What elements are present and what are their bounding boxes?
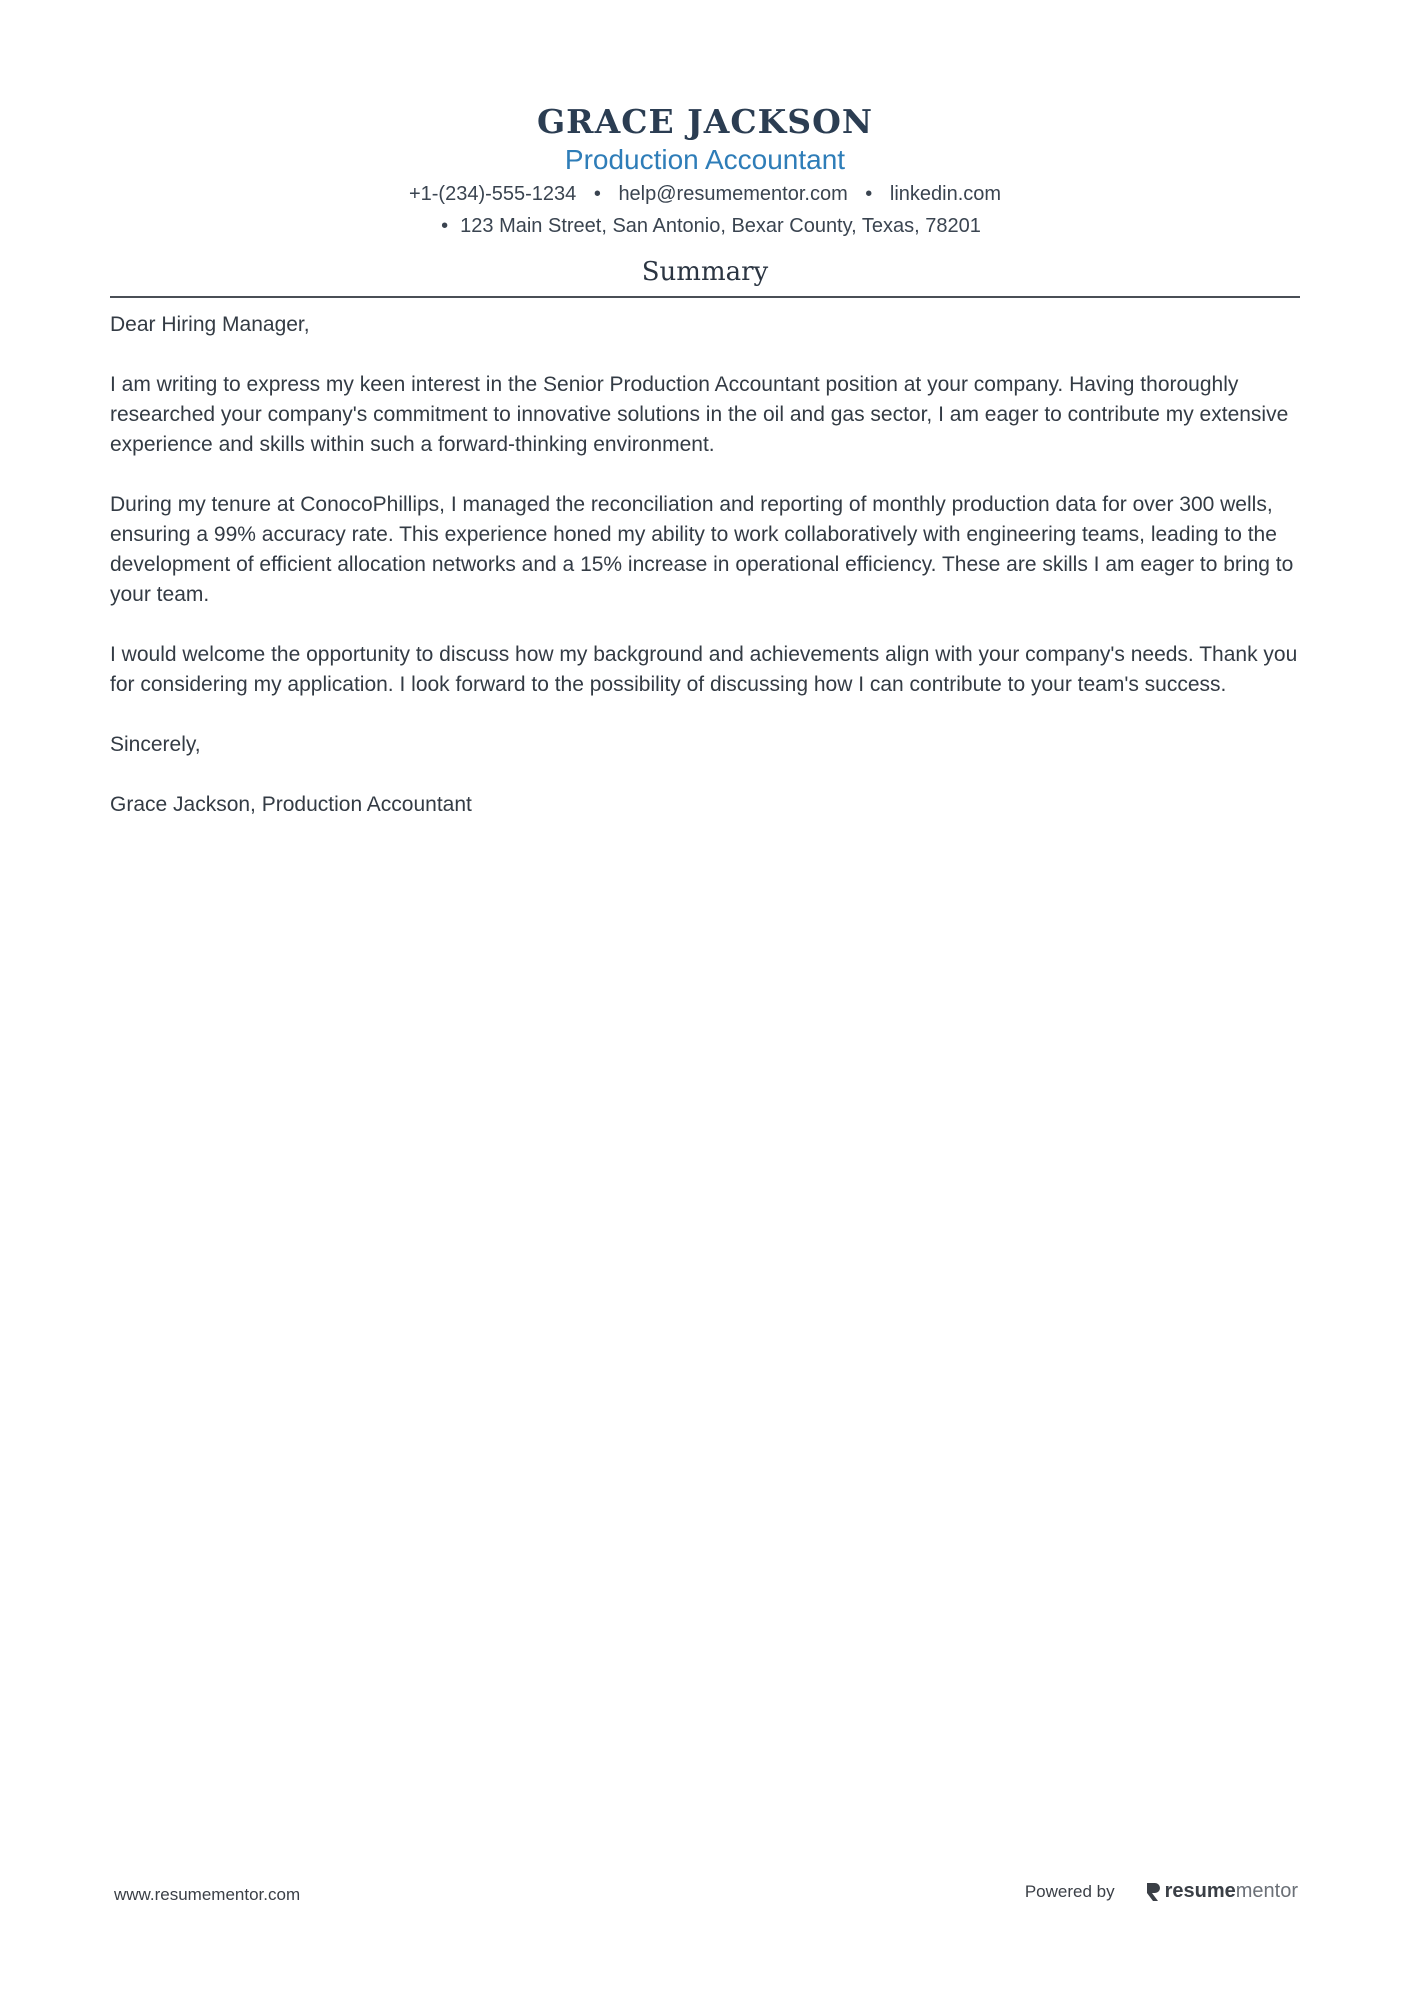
linkedin[interactable]: linkedin.com (889, 183, 1002, 205)
brand-name-accent: mentor (1235, 1880, 1298, 1902)
contact-line-2 (0, 212, 1410, 240)
contact-line-1 (0, 180, 1410, 208)
closing: Sincerely, (110, 733, 201, 756)
candidate-title: Production Accountant (564, 144, 846, 175)
footer-branding (1025, 1880, 1298, 1903)
candidate-name: GRACE JACKSON (536, 102, 874, 141)
paragraph: I am writing to express my keen interest in the Senior Production Accountant position at your company. Having thoroughly researched your company's commitment to innovative solutions in the oil and gas sector, I am eager to contribute my extensive experience and skills within such a forward-thinking environment. (110, 373, 1289, 456)
header (0, 100, 1410, 240)
greeting: Dear Hiring Manager, (110, 313, 310, 336)
section-title: Summary (110, 254, 1300, 298)
email[interactable]: help@resumementor.com (618, 183, 848, 205)
paragraph: During my tenure at ConocoPhillips, I managed the reconciliation and reporting of monthly production data for over 300 wells, ensuring a 99% accuracy rate. This experience honed my ability to work collaboratively with engineering teams, leading to the development of efficient allocation networks and a 15% increase in operational efficiency. These are skills I am eager to bring to your team. (110, 493, 1294, 606)
signature: Grace Jackson, Production Accountant (110, 793, 472, 816)
powered-by-label: Powered by (1024, 1881, 1115, 1901)
address: 123 Main Street, San Antonio, Bexar County, Texas, 78201 (460, 215, 981, 237)
letter-body (110, 310, 1305, 850)
brand-logo[interactable] (1145, 1880, 1298, 1903)
separator: • (865, 183, 873, 205)
separator: • (593, 183, 601, 205)
paragraph: I would welcome the opportunity to discuss how my background and achievements align with your company's needs. Thank you for considering my application. I look forward to the possibility of discussing how I can contribute to your team's success. (110, 643, 1298, 696)
separator: • (441, 215, 449, 237)
brand-name-main: resume (1164, 1880, 1236, 1902)
resumementor-logo-icon (1145, 1882, 1161, 1902)
phone: +1-(234)-555-1234 (408, 183, 577, 205)
footer-website[interactable]: www.resumementor.com (114, 1885, 301, 1904)
